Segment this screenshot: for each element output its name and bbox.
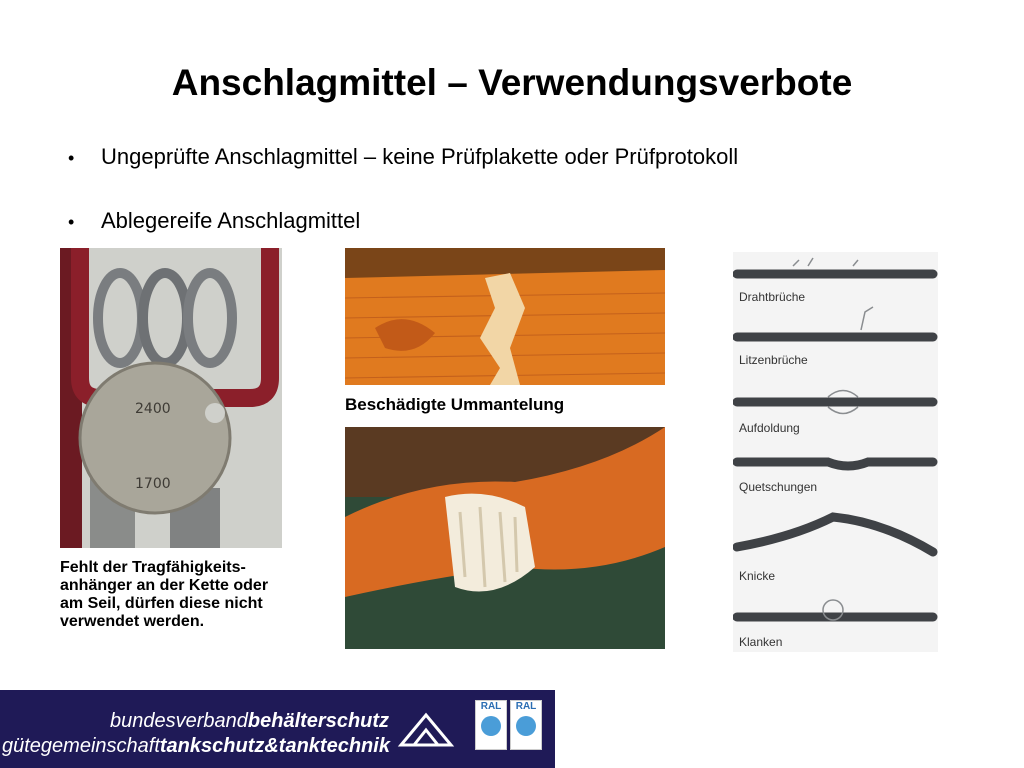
slide-title: Anschlagmittel – Verwendungsverbote xyxy=(171,62,853,103)
rope-label: Drahtbrüche xyxy=(739,290,806,304)
bullet-item xyxy=(68,144,738,170)
ral-badge xyxy=(475,700,507,750)
sling-damage-photo-top xyxy=(345,248,665,385)
footer-line-2: gütegemeinschafttankschutz&tanktechnik xyxy=(2,735,390,757)
ral-badge-label: RAL xyxy=(480,701,502,712)
rope-label: Knicke xyxy=(739,569,776,583)
rope-damage-panel xyxy=(733,252,938,652)
footer-line-1: bundesverbandbehälterschutz xyxy=(110,710,390,732)
bullet-dot-icon: • xyxy=(68,212,75,232)
chain-tag-illustration xyxy=(60,248,282,548)
ral-badge-label: RAL xyxy=(515,701,537,712)
bullet-item xyxy=(68,208,738,234)
sling-bottom-illustration xyxy=(345,427,665,649)
chain-caption: Fehlt der Tragfähigkeits-anhänger an der Kette oder am Seil, dürfen diese nicht verwendet werden. xyxy=(60,559,269,630)
tag-text: 1700 xyxy=(135,476,171,492)
sling-damage-photo-bottom xyxy=(345,427,665,649)
triangle-logo-icon xyxy=(396,710,456,750)
rope-label: Quetschungen xyxy=(739,480,818,494)
bullet-dot-icon: • xyxy=(68,148,75,168)
sling-caption: Beschädigte Ummantelung xyxy=(345,395,565,414)
rope-damage-illustration xyxy=(733,252,938,652)
rope-label: Litzenbrüche xyxy=(739,353,808,367)
ral-seal-icon xyxy=(516,716,536,736)
sling-top-illustration xyxy=(345,248,665,385)
footer-banner xyxy=(0,690,555,768)
tag-text: 2400 xyxy=(135,401,171,417)
chain-tag-photo xyxy=(60,248,282,548)
rope-label: Klanken xyxy=(739,635,783,649)
ral-seal-icon xyxy=(481,716,501,736)
bullet-text: Ablegereife Anschlagmittel xyxy=(101,208,361,233)
rope-label: Aufdoldung xyxy=(739,421,800,435)
ral-badge xyxy=(510,700,542,750)
bullet-text: Ungeprüfte Anschlagmittel – keine Prüfplakette oder Prüfprotokoll xyxy=(101,144,739,169)
